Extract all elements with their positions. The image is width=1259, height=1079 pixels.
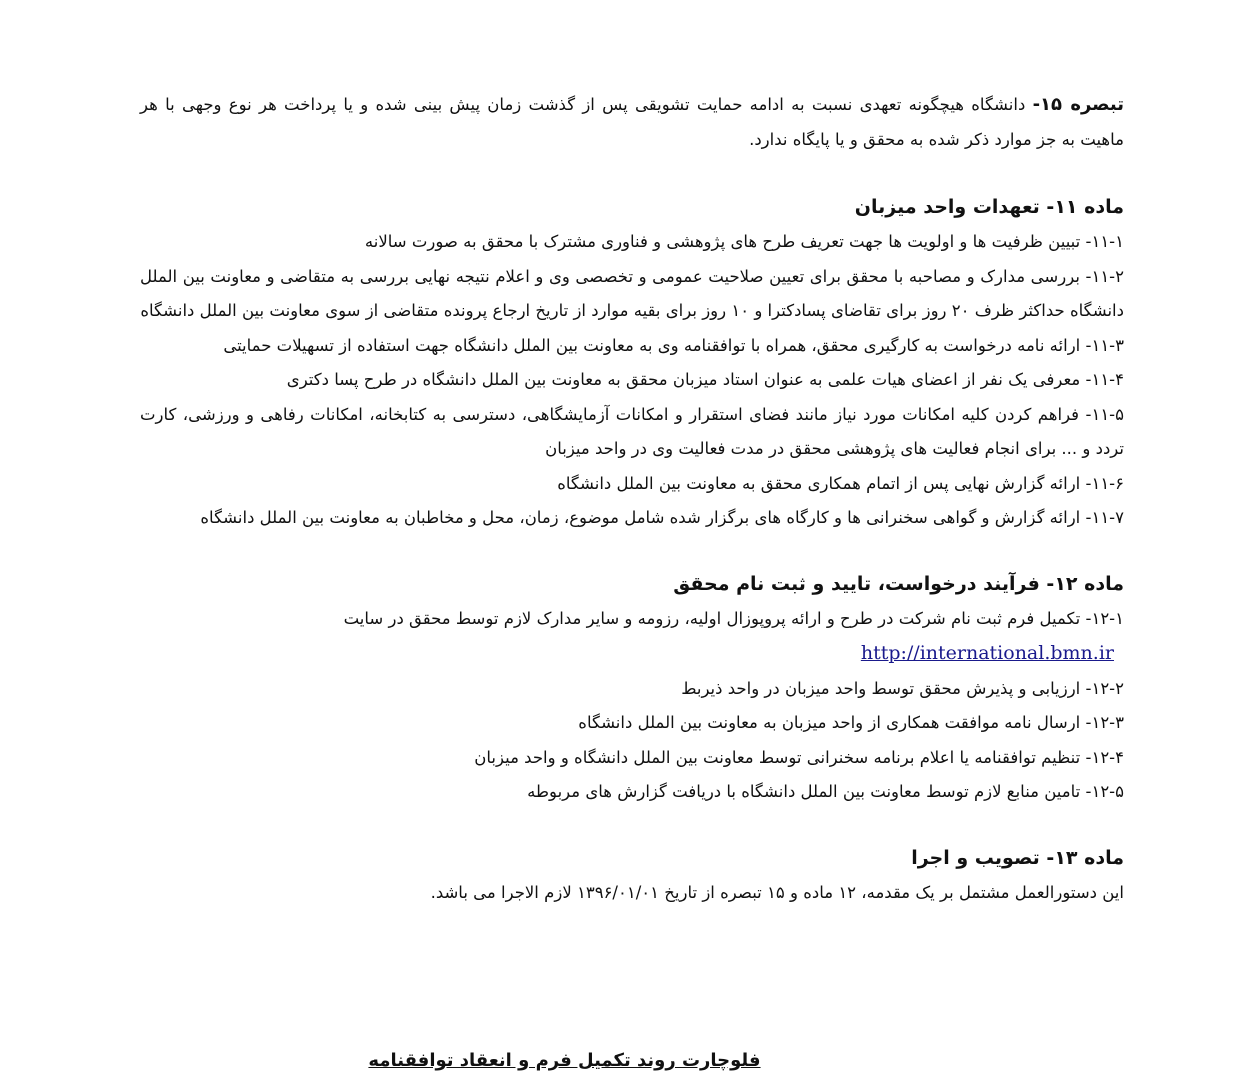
article-13-heading: ماده ۱۳- تصویب و اجرا <box>911 846 1124 869</box>
flowchart-title-wrapper <box>0 1046 1259 1076</box>
registration-link-line <box>140 636 1124 672</box>
note-15-label: تبصره ۱۵- <box>1032 94 1124 115</box>
article-11-item-1: ۱۱-۱- تبیین ظرفیت ها و اولویت ها جهت تعریف طرح های پژوهشی و فناوری مشترک با محقق به صورت سالانه <box>364 232 1124 251</box>
registration-link[interactable]: http://international.bmn.ir <box>860 642 1114 664</box>
note-15 <box>140 88 1124 157</box>
note-15-text: دانشگاه هیچگونه تعهدی نسبت به ادامه حمایت تشویقی پس از گذشت زمان پیش بینی شده و یا پرداخت هر نوع وجهی با هر ماهیت به جز موارد ذکر شده به محقق و یا پایگاه ندارد. <box>140 95 1124 149</box>
article-11-item-3: ۱۱-۳- ارائه نامه درخواست به کارگیری محقق، همراه با توافقنامه وی به معاونت بین الملل دانشگاه جهت استفاده از تسهیلات حمایتی <box>223 335 1124 355</box>
article-12-item-1: ۱۲-۱- تکمیل فرم ثبت نام شرکت در طرح و ارائه پروپوزال اولیه، رزومه و سایر مدارک لازم توسط محقق در سایت <box>343 608 1124 628</box>
article-12-heading: ماده ۱۲- فرآیند درخواست، تایید و ثبت نام محقق <box>673 572 1124 595</box>
article-12-item-4: ۱۲-۴- تنظیم توافقنامه یا اعلام برنامه سخنرانی توسط معاونت بین الملل دانشگاه و واحد میزبان <box>474 747 1124 767</box>
document-body <box>140 88 1124 910</box>
flowchart-title: فلوچارت روند تکمیل فرم و انعقاد توافقنامه <box>368 1050 761 1071</box>
article-11-item-7: ۱۱-۷- ارائه گزارش و گواهی سخنرانی ها و کارگاه های برگزار شده شامل موضوع، زمان، محل و مخاطبان به معاونت بین الملل دانشگاه <box>200 508 1124 527</box>
article-11-heading: ماده ۱۱- تعهدات واحد میزبان <box>854 196 1124 218</box>
article-13-text: این دستورالعمل مشتمل بر یک مقدمه، ۱۲ ماده و ۱۵ تبصره از تاریخ ۱۳۹۶/۰۱/۰۱ لازم الاجرا می باشد. <box>430 882 1124 902</box>
article-12-item-2: ۱۲-۲- ارزیابی و پذیرش محقق توسط واحد میزبان در واحد ذیربط <box>681 678 1124 698</box>
article-12-item-5: ۱۲-۵- تامین منابع لازم توسط معاونت بین الملل دانشگاه با دریافت گزارش های مربوطه <box>527 782 1124 801</box>
article-12-item-3: ۱۲-۳- ارسال نامه موافقت همکاری از واحد میزبان به معاونت بین الملل دانشگاه <box>578 713 1124 732</box>
article-11-item-6: ۱۱-۶- ارائه گزارش نهایی پس از اتمام همکاری محقق به معاونت بین الملل دانشگاه <box>557 473 1124 493</box>
article-11-item-2: ۱۱-۲- بررسی مدارک و مصاحبه با محقق برای تعیین صلاحیت عمومی و تخصصی وی و اعلام نتیجه نهایی بررسی به متقاضی و معاونت بین الملل دانشگاه حداکثر ظرف ۲۰ روز برای تقاضای پسادکترا و ۱۰ روز برای بقیه موارد از تاریخ ارجاع پرونده متقاضی از سوی معاونت بین الملل دانشگاه <box>140 266 1124 320</box>
article-11-item-5: ۱۱-۵- فراهم کردن کلیه امکانات مورد نیاز مانند فضای استقرار و امکانات آزمایشگاهی، دسترسی به کتابخانه، امکانات رفاهی و ورزشی، کارت تردد و ... برای انجام فعالیت های پژوهشی محقق در مدت فعالیت وی در واحد میزبان <box>140 404 1124 458</box>
article-11-item-4: ۱۱-۴- معرفی یک نفر از اعضای هیات علمی به عنوان استاد میزبان محقق به معاونت بین الملل دانشگاه در طرح پسا دکتری <box>286 370 1124 389</box>
